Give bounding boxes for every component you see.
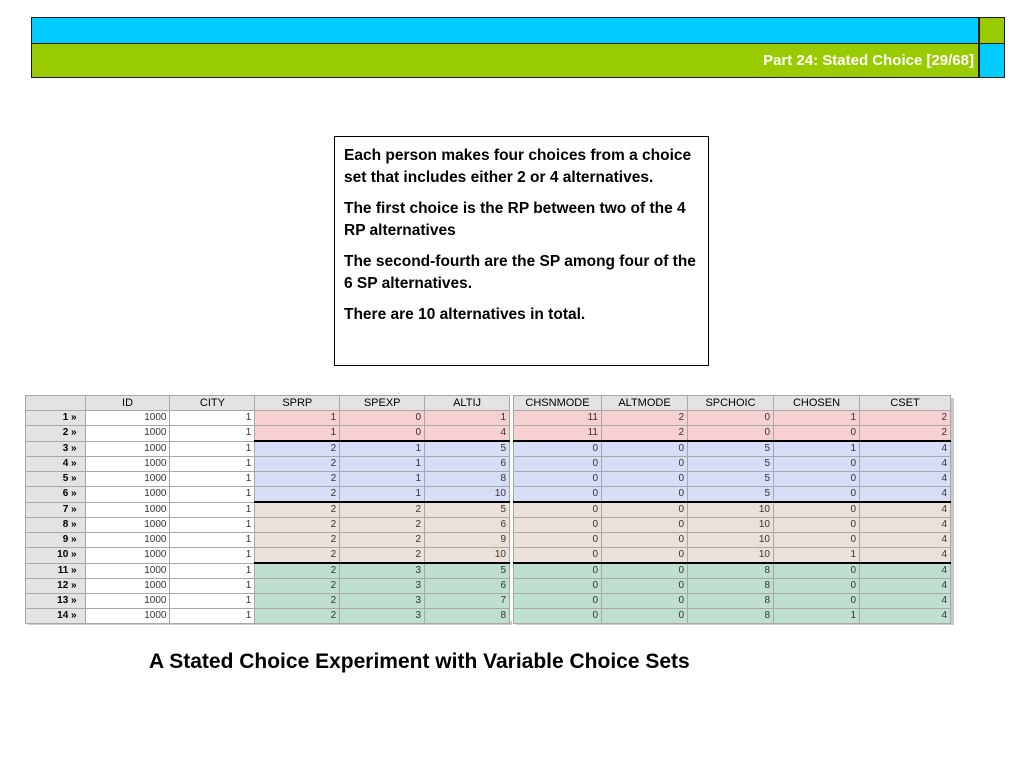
table-row[interactable]	[514, 594, 951, 609]
table-row[interactable]	[26, 502, 510, 518]
table-row[interactable]	[26, 563, 510, 579]
table-cell[interactable]: 6	[425, 518, 510, 533]
table-cell[interactable]: 2	[255, 533, 340, 548]
table-cell[interactable]: 8	[688, 594, 774, 609]
table-cell[interactable]: 1	[340, 487, 425, 503]
table-cell[interactable]: 1	[425, 411, 510, 426]
table-cell[interactable]: 10	[688, 533, 774, 548]
column-header-id[interactable]: ID	[85, 396, 170, 411]
table-cell[interactable]: 1	[170, 457, 255, 472]
table-cell[interactable]: 1000	[85, 579, 170, 594]
table-cell[interactable]: 0	[602, 518, 688, 533]
table-cell[interactable]: 0	[602, 548, 688, 564]
table-cell[interactable]: 0	[602, 594, 688, 609]
table-cell[interactable]: 2	[602, 426, 688, 442]
column-header-chosen[interactable]: CHOSEN	[774, 396, 860, 411]
table-cell[interactable]: 0	[774, 426, 860, 442]
table-row[interactable]	[514, 548, 951, 564]
table-cell[interactable]: 0	[774, 594, 860, 609]
table-row[interactable]	[514, 457, 951, 472]
table-cell[interactable]: 1	[774, 609, 860, 624]
table-cell[interactable]: 1	[170, 563, 255, 579]
table-cell[interactable]: 2	[255, 502, 340, 518]
grid-header-row	[26, 396, 510, 411]
table-cell[interactable]: 0	[602, 457, 688, 472]
table-cell[interactable]: 3	[340, 609, 425, 624]
column-header-spexp[interactable]: SPEXP	[340, 396, 425, 411]
row-header[interactable]: 5 »	[26, 472, 86, 487]
row-header[interactable]: 6 »	[26, 487, 86, 503]
table-cell[interactable]: 1	[340, 457, 425, 472]
table-cell[interactable]: 2	[860, 426, 951, 442]
table-row[interactable]	[514, 533, 951, 548]
table-cell[interactable]: 4	[425, 426, 510, 442]
table-row[interactable]	[26, 457, 510, 472]
table-cell[interactable]: 1	[774, 441, 860, 457]
table-row[interactable]	[26, 487, 510, 503]
table-cell[interactable]: 1000	[85, 609, 170, 624]
note-paragraph-4: There are 10 alternatives in total.	[344, 306, 586, 323]
table-row[interactable]	[514, 472, 951, 487]
table-cell[interactable]: 8	[425, 472, 510, 487]
row-header[interactable]: 1 »	[26, 411, 86, 426]
table-cell[interactable]: 0	[688, 426, 774, 442]
column-header-spchoic[interactable]: SPCHOIC	[688, 396, 774, 411]
column-header-chsnmode[interactable]: CHSNMODE	[514, 396, 602, 411]
table-cell[interactable]: 0	[514, 441, 602, 457]
table-cell[interactable]: 8	[688, 609, 774, 624]
row-header[interactable]: 2 »	[26, 426, 86, 442]
table-cell[interactable]: 0	[774, 457, 860, 472]
table-cell[interactable]: 4	[860, 487, 951, 503]
table-cell[interactable]: 10	[688, 548, 774, 564]
row-header[interactable]: 11 »	[26, 563, 86, 579]
row-header[interactable]: 14 »	[26, 609, 86, 624]
slide-caption: A Stated Choice Experiment with Variable Choice Sets	[149, 650, 690, 673]
row-header[interactable]: 9 »	[26, 533, 86, 548]
table-cell[interactable]: 1	[170, 594, 255, 609]
table-cell[interactable]: 0	[602, 441, 688, 457]
table-cell[interactable]: 11	[514, 426, 602, 442]
table-cell[interactable]: 0	[774, 579, 860, 594]
table-cell[interactable]: 0	[602, 502, 688, 518]
table-cell[interactable]: 1	[255, 411, 340, 426]
table-cell[interactable]: 4	[860, 502, 951, 518]
table-cell[interactable]: 10	[688, 518, 774, 533]
column-header-city[interactable]: CITY	[170, 396, 255, 411]
table-cell[interactable]: 4	[860, 548, 951, 564]
table-cell[interactable]: 1000	[85, 426, 170, 442]
table-row[interactable]	[26, 426, 510, 442]
table-row[interactable]	[514, 609, 951, 624]
table-cell[interactable]: 1	[340, 472, 425, 487]
table-cell[interactable]: 5	[425, 441, 510, 457]
table-cell[interactable]: 1000	[85, 594, 170, 609]
table-cell[interactable]: 1	[170, 548, 255, 564]
table-cell[interactable]: 5	[688, 487, 774, 503]
table-cell[interactable]: 0	[602, 563, 688, 579]
table-cell[interactable]: 0	[602, 472, 688, 487]
table-row[interactable]	[514, 426, 951, 442]
table-row[interactable]	[26, 609, 510, 624]
table-cell[interactable]: 5	[425, 563, 510, 579]
table-cell[interactable]: 0	[774, 502, 860, 518]
note-paragraph-3: The second-fourth are the SP among four of the 6 SP alternatives.	[344, 253, 696, 292]
table-cell[interactable]: 0	[774, 487, 860, 503]
table-row[interactable]	[26, 579, 510, 594]
table-cell[interactable]: 0	[774, 518, 860, 533]
table-row[interactable]	[26, 411, 510, 426]
table-row[interactable]	[514, 487, 951, 503]
table-cell[interactable]: 8	[425, 609, 510, 624]
table-cell[interactable]: 4	[860, 609, 951, 624]
table-cell[interactable]: 8	[688, 579, 774, 594]
header-corner-square-green	[979, 17, 1005, 44]
table-cell[interactable]: 1000	[85, 502, 170, 518]
table-cell[interactable]: 2	[255, 548, 340, 564]
header-corner-square-cyan	[979, 43, 1005, 78]
table-cell[interactable]: 0	[514, 487, 602, 503]
header-bar	[31, 43, 979, 78]
table-cell[interactable]: 1000	[85, 563, 170, 579]
table-cell[interactable]: 6	[425, 579, 510, 594]
note-paragraph-1: Each person makes four choices from a choice set that includes either 2 or 4 alternatives.	[344, 147, 692, 186]
table-cell[interactable]: 5	[688, 457, 774, 472]
row-header[interactable]: 8 »	[26, 518, 86, 533]
table-cell[interactable]: 0	[514, 563, 602, 579]
table-cell[interactable]: 7	[425, 594, 510, 609]
table-row[interactable]	[26, 533, 510, 548]
table-cell[interactable]: 11	[514, 411, 602, 426]
table-cell[interactable]: 2	[340, 502, 425, 518]
table-cell[interactable]: 5	[688, 441, 774, 457]
table-cell[interactable]: 10	[425, 487, 510, 503]
table-row[interactable]	[26, 548, 510, 564]
table-cell[interactable]: 1	[170, 609, 255, 624]
table-cell[interactable]: 1	[170, 426, 255, 442]
table-cell[interactable]: 4	[860, 457, 951, 472]
table-cell[interactable]: 0	[514, 548, 602, 564]
table-cell[interactable]: 1000	[85, 548, 170, 564]
table-cell[interactable]: 0	[514, 594, 602, 609]
table-row[interactable]	[514, 563, 951, 579]
table-cell[interactable]: 2	[602, 411, 688, 426]
table-cell[interactable]: 4	[860, 472, 951, 487]
explanation-box	[334, 136, 709, 366]
table-cell[interactable]: 1000	[85, 411, 170, 426]
table-cell[interactable]: 0	[514, 533, 602, 548]
column-header-altmode[interactable]: ALTMODE	[602, 396, 688, 411]
table-cell[interactable]: 1000	[85, 457, 170, 472]
table-row[interactable]	[514, 518, 951, 533]
table-cell[interactable]: 3	[340, 594, 425, 609]
table-cell[interactable]: 1	[170, 487, 255, 503]
table-cell[interactable]: 0	[774, 533, 860, 548]
table-cell[interactable]: 1	[774, 411, 860, 426]
table-cell[interactable]: 9	[425, 533, 510, 548]
table-cell[interactable]: 2	[255, 441, 340, 457]
row-header[interactable]: 12 »	[26, 579, 86, 594]
table-cell[interactable]: 1000	[85, 441, 170, 457]
header-bar-top	[31, 17, 979, 44]
table-row[interactable]	[26, 472, 510, 487]
table-cell[interactable]: 2	[860, 411, 951, 426]
table-cell[interactable]: 10	[688, 502, 774, 518]
table-cell[interactable]: 0	[602, 487, 688, 503]
table-cell[interactable]: 0	[514, 518, 602, 533]
column-header-altij[interactable]: ALTIJ	[425, 396, 510, 411]
data-grid-left	[25, 395, 510, 624]
table-cell[interactable]: 1	[170, 502, 255, 518]
table-cell[interactable]: 3	[340, 563, 425, 579]
table-cell[interactable]: 2	[255, 518, 340, 533]
table-cell[interactable]: 4	[860, 518, 951, 533]
table-cell[interactable]: 0	[514, 472, 602, 487]
table-cell[interactable]: 0	[688, 411, 774, 426]
table-row[interactable]	[26, 518, 510, 533]
table-cell[interactable]: 2	[255, 609, 340, 624]
row-header[interactable]: 13 »	[26, 594, 86, 609]
table-cell[interactable]: 1	[170, 533, 255, 548]
table-cell[interactable]: 2	[340, 518, 425, 533]
row-header[interactable]: 10 »	[26, 548, 86, 564]
table-cell[interactable]: 6	[425, 457, 510, 472]
table-cell[interactable]: 0	[774, 563, 860, 579]
table-cell[interactable]: 1	[170, 472, 255, 487]
table-cell[interactable]: 0	[514, 457, 602, 472]
table-cell[interactable]: 5	[688, 472, 774, 487]
table-cell[interactable]: 8	[688, 563, 774, 579]
table-cell[interactable]: 2	[255, 457, 340, 472]
table-row[interactable]	[26, 594, 510, 609]
table-cell[interactable]: 1	[774, 548, 860, 564]
table-cell[interactable]: 5	[425, 502, 510, 518]
column-header-cset[interactable]: CSET	[860, 396, 951, 411]
table-row[interactable]	[514, 579, 951, 594]
table-cell[interactable]: 4	[860, 594, 951, 609]
table-cell[interactable]: 1000	[85, 472, 170, 487]
slide-title: Part 24: Stated Choice [29/68]	[763, 52, 974, 69]
table-cell[interactable]: 1	[170, 441, 255, 457]
table-cell[interactable]: 0	[602, 533, 688, 548]
table-cell[interactable]: 2	[255, 563, 340, 579]
table-cell[interactable]: 2	[255, 579, 340, 594]
table-cell[interactable]: 1	[170, 579, 255, 594]
table-cell[interactable]: 4	[860, 533, 951, 548]
table-cell[interactable]: 0	[514, 609, 602, 624]
table-cell[interactable]: 0	[340, 411, 425, 426]
table-cell[interactable]: 3	[340, 579, 425, 594]
table-row[interactable]	[26, 441, 510, 457]
table-cell[interactable]: 2	[340, 533, 425, 548]
table-cell[interactable]: 0	[602, 579, 688, 594]
table-cell[interactable]: 1	[340, 441, 425, 457]
table-cell[interactable]: 0	[340, 426, 425, 442]
table-cell[interactable]: 0	[514, 502, 602, 518]
table-cell[interactable]: 0	[602, 609, 688, 624]
row-header[interactable]: 3 »	[26, 441, 86, 457]
column-header-sprp[interactable]: SPRP	[255, 396, 340, 411]
table-cell[interactable]: 1	[170, 411, 255, 426]
row-header[interactable]: 4 »	[26, 457, 86, 472]
data-grid-right	[513, 395, 951, 624]
note-paragraph-2: The first choice is the RP between two of the 4 RP alternatives	[344, 200, 686, 239]
table-row[interactable]	[514, 441, 951, 457]
table-cell[interactable]: 0	[774, 472, 860, 487]
table-cell[interactable]: 10	[425, 548, 510, 564]
table-cell[interactable]: 4	[860, 441, 951, 457]
grid-header-row	[514, 396, 951, 411]
table-cell[interactable]: 1000	[85, 518, 170, 533]
table-cell[interactable]: 1	[255, 426, 340, 442]
table-cell[interactable]: 0	[514, 579, 602, 594]
table-cell[interactable]: 1000	[85, 487, 170, 503]
table-row[interactable]	[514, 502, 951, 518]
table-cell[interactable]: 4	[860, 579, 951, 594]
table-cell[interactable]: 1000	[85, 533, 170, 548]
table-cell[interactable]: 4	[860, 563, 951, 579]
table-cell[interactable]: 2	[255, 487, 340, 503]
table-cell[interactable]: 2	[255, 594, 340, 609]
table-cell[interactable]: 1	[170, 518, 255, 533]
table-cell[interactable]: 2	[255, 472, 340, 487]
row-header[interactable]: 7 »	[26, 502, 86, 518]
column-header-corner	[26, 396, 86, 411]
table-row[interactable]	[514, 411, 951, 426]
table-cell[interactable]: 2	[340, 548, 425, 564]
